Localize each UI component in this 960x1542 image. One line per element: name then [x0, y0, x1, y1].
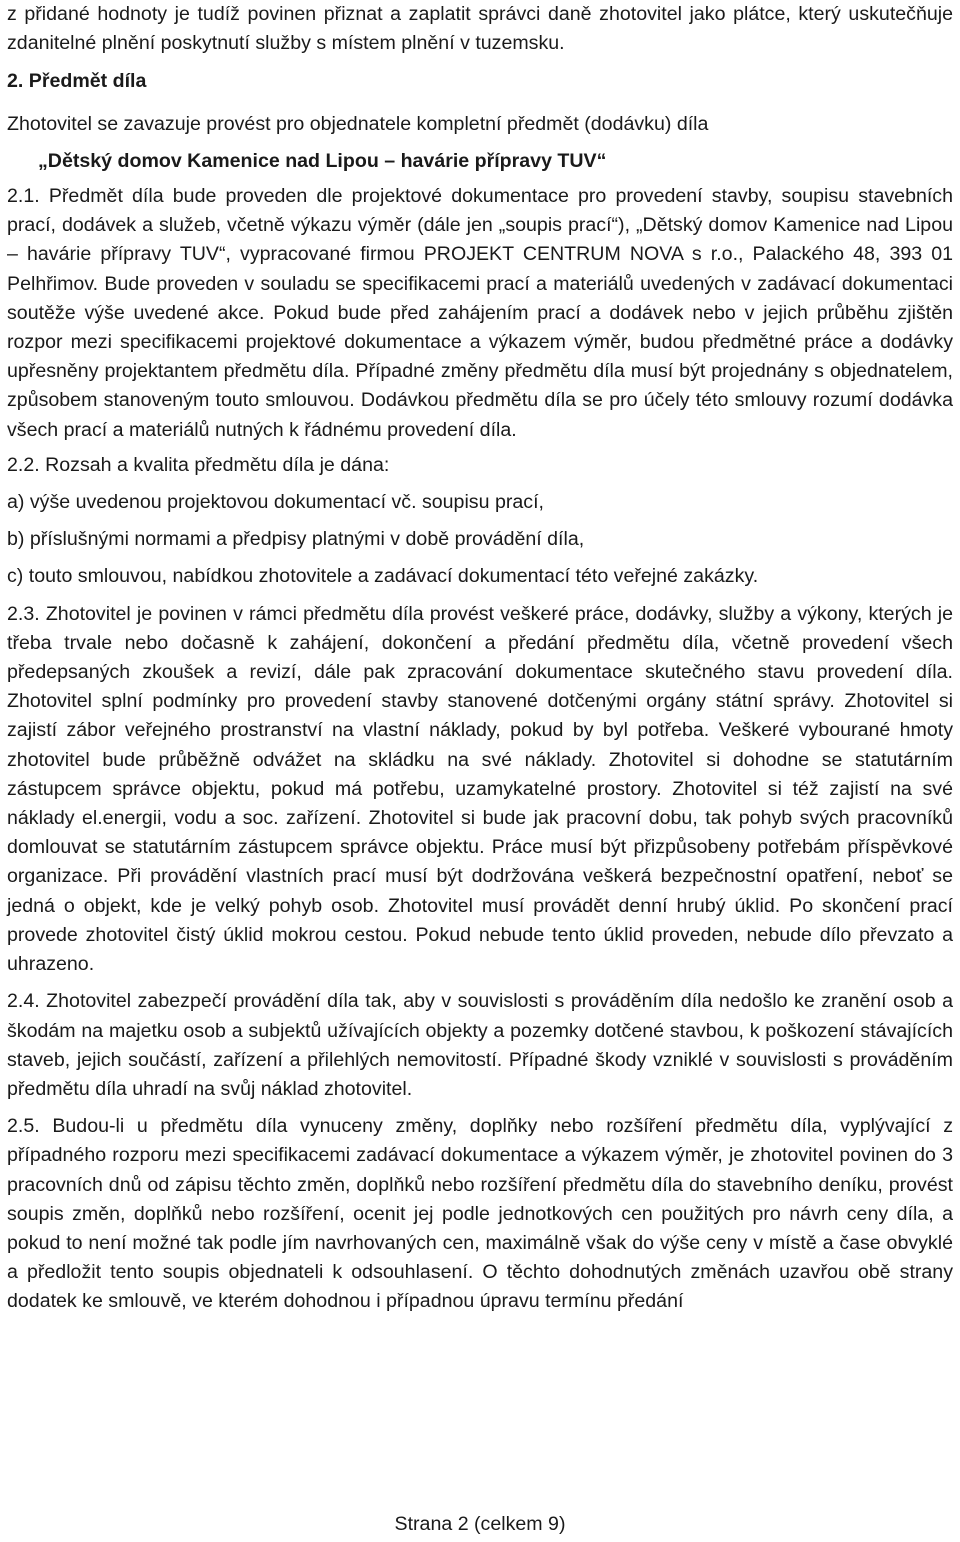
paragraph-2-1: 2.1. Předmět díla bude proveden dle projektové dokumentace pro provedení stavby, soupisu stavebních prací, dodávek a služeb, včetně výkazu výměr (dále jen „soupis prací“), „Dětský domov Kamenice nad Lipou – havárie přípravy TUV“, vypracované firmou PROJEKT CENTRUM NOVA s r.o., Palackého 48, 393 01 Pelhřimov. Bude proveden v souladu se specifikacemi prací a materiálů uvedených v zadávací dokumentaci soutěže výše uvedené akce. Pokud bude před zahájením prací a dodávek nebo v jejich průběhu zjištěn rozpor mezi specifikacemi projektové dokumentace a výkazem výměr, budou předmětné práce a dodávky upřesněny projektantem předmětu díla. Případné změny předmětu díla musí být projednány s objednatelem, způsobem stanoveným touto smlouvou. Dodávkou předmětu díla se pro účely této smlouvy rozumí dodávka všech prací a materiálů nutných k řádnému provedení díla. — [7, 185, 953, 441]
project-title: „Dětský domov Kamenice nad Lipou – havárie přípravy TUV“ — [38, 149, 607, 172]
intro-paragraph: z přidané hodnoty je tudíž povinen přiznat a zaplatit správci daně zhotovitel jako plátce, který uskutečňuje zdanitelné plnění poskytnutí služby s místem plnění v tuzemsku. — [7, 3, 953, 55]
list-item-b: b) příslušnými normami a předpisy platnými v době provádění díla, — [7, 528, 585, 551]
list-item-c: c) touto smlouvou, nabídkou zhotovitele a zadávací dokumentací této veřejné zakázky. — [7, 565, 759, 588]
document-page — [7, 0, 953, 1317]
section-2-heading: 2. Předmět díla — [7, 70, 147, 93]
section-2-lead: Zhotovitel se zavazuje provést pro objednatele kompletní předmět (dodávku) díla — [7, 112, 709, 135]
page-number-footer: Strana 2 (celkem 9) — [394, 1513, 566, 1535]
paragraph-2-5: 2.5. Budou-li u předmětu díla vynuceny změny, doplňky nebo rozšíření předmětu díla, vyplývající z případného rozporu mezi specifikacemi zadávací dokumentace a výkazem výměr, je zhotovitel povinen do 3 pracovních dnů od zápisu těchto změn, doplňků nebo rozšíření předmětu díla do stavebního deníku, provést soupis změn, doplňků nebo rozšíření, ocenit jej podle jednotkových cen použitých pro návrh ceny díla, a pokud to není možné tak podle jím navrhovaných cen, maximálně však do výše ceny v místě a čase obvyklé a předložit tento soupis objednateli k odsouhlasení. O těchto dohodnutých změnách uzavřou obě strany dodatek ke smlouvě, ve kterém dohodnou i případnou úpravu termínu předání — [7, 1115, 953, 1313]
paragraph-2-2: 2.2. Rozsah a kvalita předmětu díla je dána: — [7, 453, 390, 476]
list-item-a: a) výše uvedenou projektovou dokumentací vč. soupisu prací, — [7, 491, 544, 514]
paragraph-2-4: 2.4. Zhotovitel zabezpečí provádění díla tak, aby v souvislosti s prováděním díla nedošlo ke zranění osob a škodám na majetku osob a subjektů užívajících objekty a pozemky dotčené stavbou, k poškození stávajících staveb, jejich součástí, zařízení a přilehlých nemovitostí. Případné škody vzniklé v souvislosti s prováděním předmětu díla uhradí na svůj náklad zhotovitel. — [7, 990, 953, 1100]
paragraph-2-3: 2.3. Zhotovitel je povinen v rámci předmětu díla provést veškeré práce, dodávky, služby a výkony, kterých je třeba trvale nebo dočasně k zahájení, dokončení a předání předmětu díla, včetně provedení všech předepsaných zkoušek a revizí, dále pak zpracování dokumentace skutečného stavu provedení díla. Zhotovitel splní podmínky pro provedení stavby stanovené dotčenými orgány státní správy. Zhotovitel si zajistí zábor veřejného prostranství na vlastní náklady, pokud by byl potřeba. Veškeré vybourané hmoty zhotovitel bude průběžně odvážet na skládku na své náklady. Zhotovitel si dohodne se statutárním zástupcem správce objektu, pokud má potřebu, uzamykatelné prostory. Zhotovitel si též zajistí na své náklady el.energii, vodu a soc. zařízení. Zhotovitel si bude jak pracovní dobu, tak pohyb svých pracovníků domlouvat se statutárním zástupcem správce objektu. Práce musí být přizpůsobeny potřebám příspěvkové organizace. Při provádění vlastních prací musí být dodržována veškerá bezpečnostní opatření, neboť se jedná o objekt, kde je velký pohyb osob. Zhotovitel musí provádět denní hrubý úklid. Po skončení prací provede zhotovitel čistý úklid mokrou cestou. Pokud nebude tento úklid proveden, nebude dílo převzato a uhrazeno. — [7, 602, 953, 976]
